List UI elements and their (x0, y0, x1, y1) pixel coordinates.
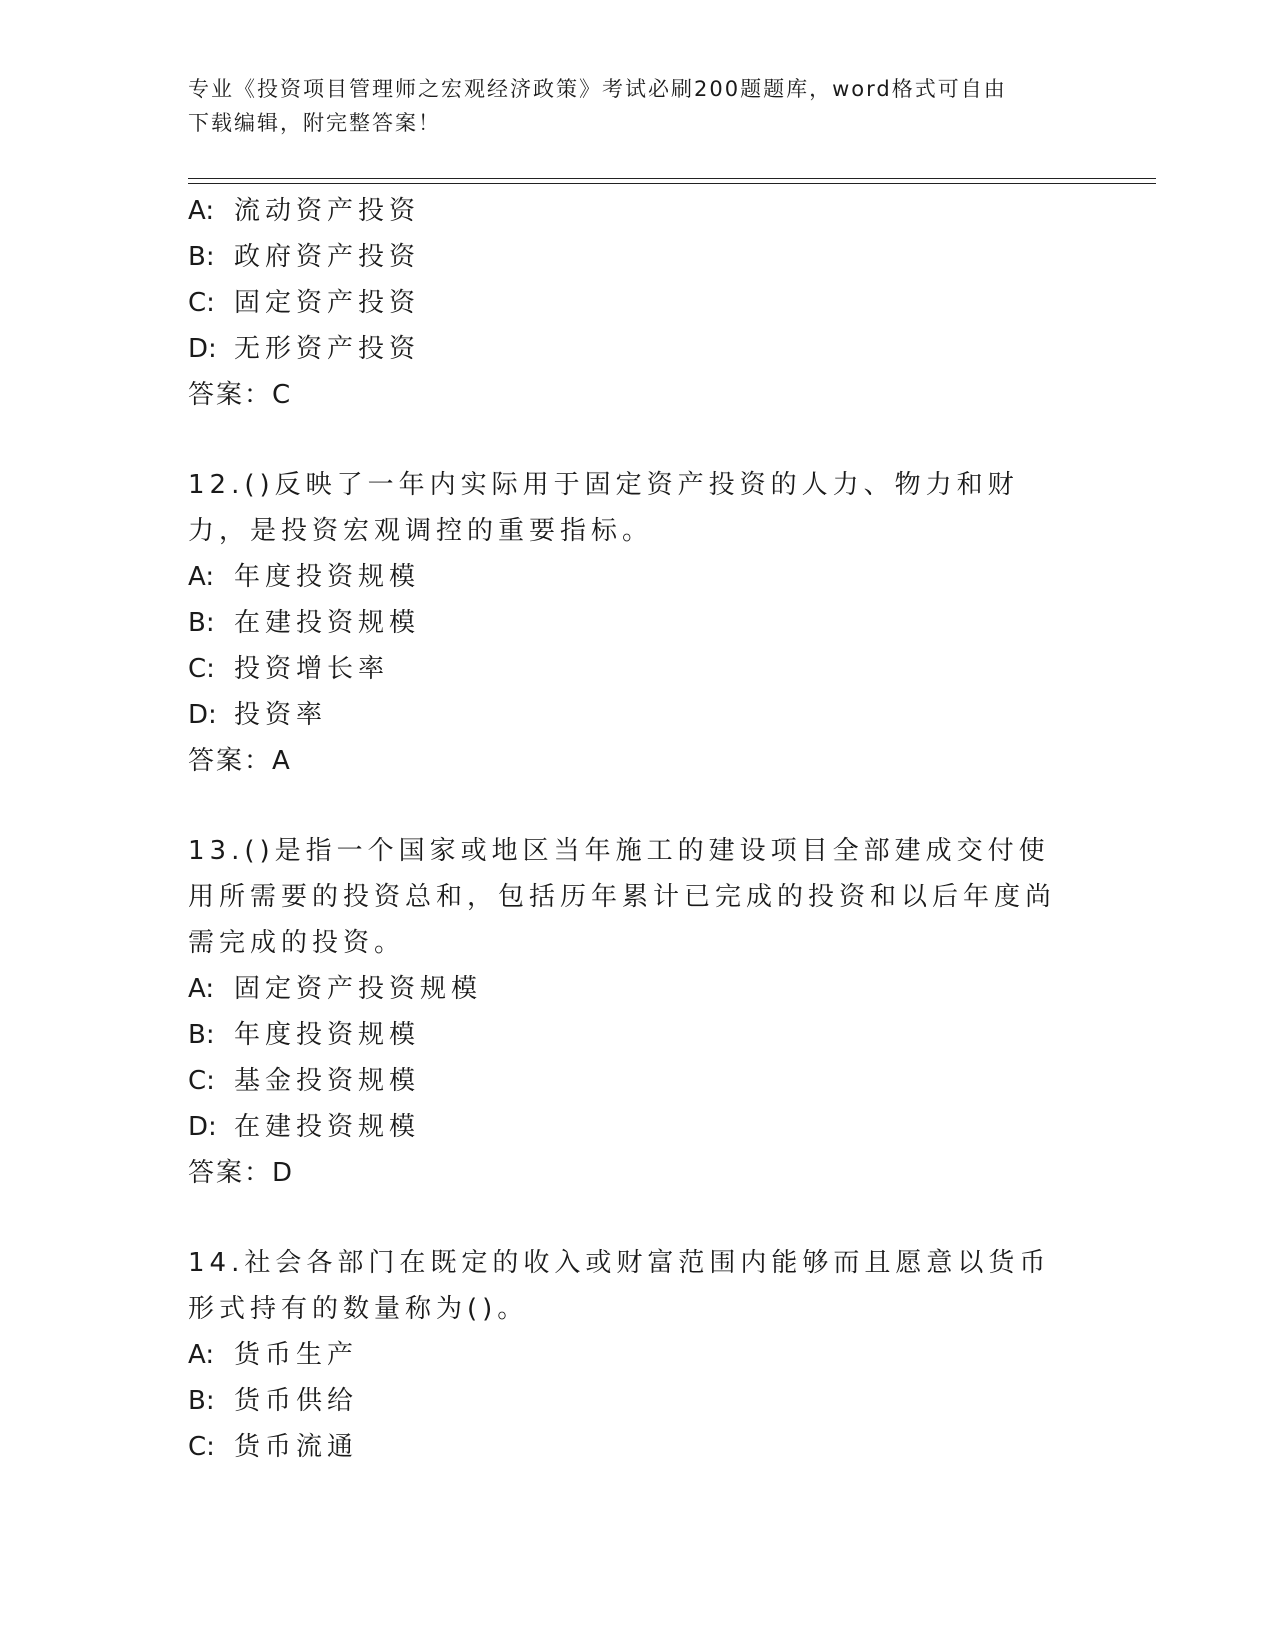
option-text: 年度投资规模 (234, 562, 421, 592)
option-d (188, 326, 1088, 372)
option-key: C: (188, 288, 215, 318)
option-a (188, 188, 1088, 234)
option-d (188, 1104, 1088, 1150)
option-key: B: (188, 242, 215, 272)
option-key: A: (188, 974, 215, 1004)
question-stem: 12.()反映了一年内实际用于固定资产投资的人力、物力和财力，是投资宏观调控的重要指标。 (188, 470, 1019, 546)
option-text: 年度投资规模 (234, 1020, 421, 1050)
option-b (188, 1378, 1088, 1424)
answer-label: 答案： (188, 746, 273, 776)
carryover-block (188, 188, 1088, 418)
option-c (188, 1058, 1088, 1104)
option-text: 政府资产投资 (234, 242, 421, 272)
document-header (188, 72, 1088, 140)
answer-value: C (272, 380, 292, 410)
question-stem: 14.社会各部门在既定的收入或财富范围内能够而且愿意以货币形式持有的数量称为()。 (188, 1248, 1051, 1324)
option-text: 货币流通 (234, 1432, 359, 1462)
option-key: A: (188, 196, 215, 226)
option-key: D: (188, 1112, 217, 1142)
answer-line (188, 738, 1088, 784)
option-b (188, 234, 1088, 280)
option-key: B: (188, 608, 215, 638)
option-text: 无形资产投资 (234, 334, 421, 364)
option-text: 固定资产投资规模 (234, 974, 483, 1004)
option-c (188, 280, 1088, 326)
option-text: 基金投资规模 (234, 1066, 421, 1096)
option-key: D: (188, 334, 217, 364)
option-text: 固定资产投资 (234, 288, 421, 318)
option-text: 投资率 (234, 700, 328, 730)
option-key: C: (188, 654, 215, 684)
option-c (188, 1424, 1088, 1470)
option-text: 流动资产投资 (234, 196, 421, 226)
option-a (188, 554, 1088, 600)
option-b (188, 1012, 1088, 1058)
option-key: D: (188, 700, 217, 730)
option-key: A: (188, 562, 215, 592)
header-divider-bottom (188, 183, 1156, 184)
option-key: B: (188, 1386, 215, 1416)
option-d (188, 692, 1088, 738)
question-stem: 13.()是指一个国家或地区当年施工的建设项目全部建成交付使用所需要的投资总和，包括历年累计已完成的投资和以后年度尚需完成的投资。 (188, 836, 1057, 958)
option-text: 在建投资规模 (234, 1112, 421, 1142)
answer-line (188, 1150, 1088, 1196)
option-text: 投资增长率 (234, 654, 390, 684)
answer-value: A (272, 746, 291, 776)
option-a (188, 966, 1088, 1012)
header-divider-top (188, 178, 1156, 179)
spacer (188, 784, 1088, 828)
option-text: 货币供给 (234, 1386, 359, 1416)
spacer (188, 418, 1088, 462)
question-list (188, 188, 1088, 1470)
answer-value: D (272, 1158, 294, 1188)
answer-line (188, 372, 1088, 418)
option-key: C: (188, 1066, 215, 1096)
question-12 (188, 462, 1088, 784)
option-text: 在建投资规模 (234, 608, 421, 638)
header-line-1: 专业《投资项目管理师之宏观经济政策》考试必刷200题题库，word格式可自由 (188, 77, 1007, 101)
option-a (188, 1332, 1088, 1378)
option-key: A: (188, 1340, 215, 1370)
option-text: 货币生产 (234, 1340, 359, 1370)
option-b (188, 600, 1088, 646)
answer-label: 答案： (188, 380, 273, 410)
option-key: B: (188, 1020, 215, 1050)
spacer (188, 1196, 1088, 1240)
question-13 (188, 828, 1088, 1196)
answer-label: 答案： (188, 1158, 273, 1188)
header-line-2: 下载编辑，附完整答案！ (188, 111, 441, 135)
option-key: C: (188, 1432, 215, 1462)
option-c (188, 646, 1088, 692)
question-14 (188, 1240, 1088, 1470)
